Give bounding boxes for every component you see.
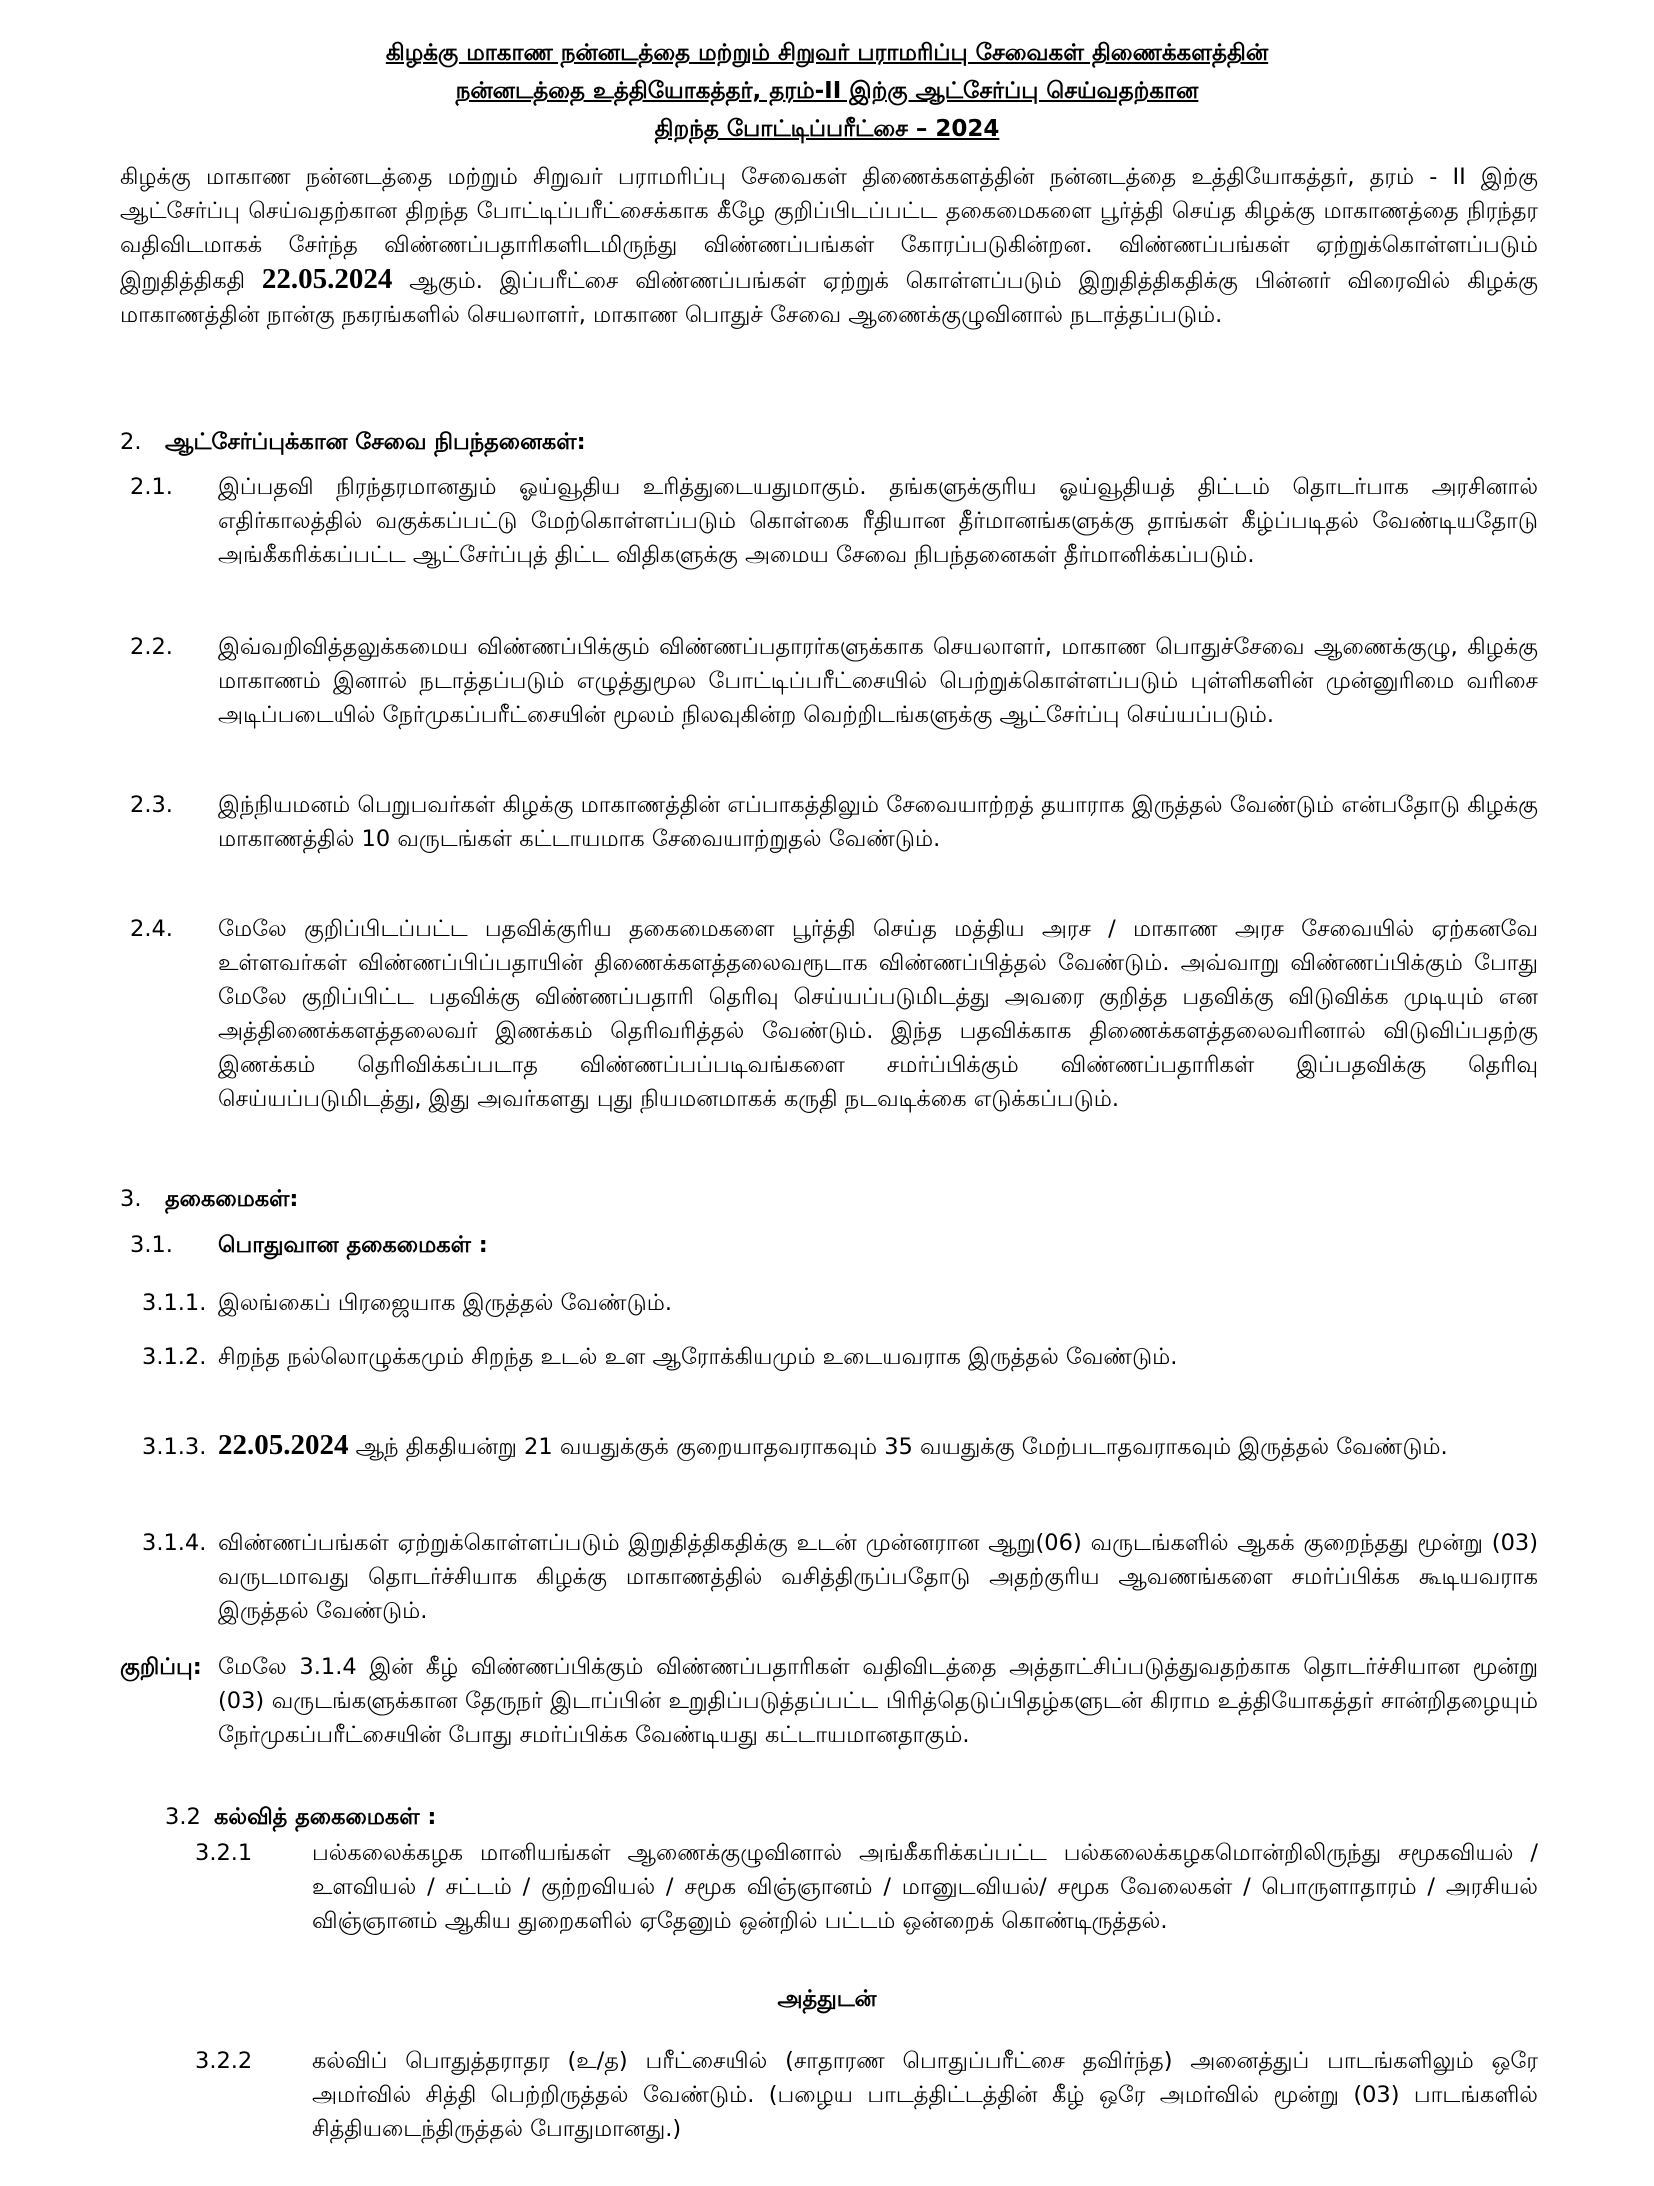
item-2-2-text: இவ்வறிவித்தலுக்கமைய விண்ணப்பிக்கும் விண்ணப்பதாரர்களுக்காக செயலாளர், மாகாண பொதுச்சேவை ஆணைக்குழு, கிழக்கு மாகாணம் இனால் நடாத்தப்படும் எழுத்துமூல போட்டிப்பரீட்சையில் பெற்றுக்கொள்ளப்படும் புள்ளிகளின் முன்னுரிமை வரிசை அடிப்படையில் நேர்முகப்பரீட்சையின் மூலம் நிலவுகின்ற வெற்றிடங்களுக்கு ஆட்சேர்ப்பு செய்யப்படும். <box>218 634 1538 728</box>
note-label: குறிப்பு: <box>120 1654 202 1680</box>
item-3-1-3-body: ஆந் திகதியன்று 21 வயதுக்குக் குறையாதவராகவும் 35 வயதுக்கு மேற்படாதவராகவும் இருத்தல் வேண்டும். <box>355 1434 1448 1460</box>
item-3-1-1-text: இலங்கைப் பிரஜையாக இருத்தல் வேண்டும். <box>218 1290 672 1316</box>
item-3-1-3-number: 3.1.3. <box>142 1434 207 1460</box>
item-2-3-text: இந்நியமனம் பெறுபவர்கள் கிழக்கு மாகாணத்தின் எப்பாகத்திலும் சேவையாற்றத் தயாராக இருத்தல் வேண்டும் என்பதோடு கிழக்கு மாகாணத்தில் 10 வருடங்கள் கட்டாயமாக சேவையாற்றுதல் வேண்டும். <box>218 792 1538 852</box>
sub-3-1-number: 3.1. <box>130 1232 173 1258</box>
conjunction-text: அத்துடன் <box>777 1986 877 2012</box>
item-2-4-number: 2.4. <box>130 916 173 942</box>
intro-closing-date: 22.05.2024 <box>261 263 393 295</box>
title-line-3: திறந்த போட்டிப்பரீட்சை – 2024 <box>654 116 1000 142</box>
intro-text-after: ஆகும். இப்பரீட்சை விண்ணப்பங்கள் ஏற்றுக் கொள்ளப்படும் இறுதித்திகதிக்கு பின்னர் விரைவில் கிழக்கு மாகாணத்தின் நான்கு நகரங்களில் செயலாளர், மாகாண பொதுச் சேவை ஆணைக்குழுவினால் நடாத்தப்படும். <box>120 268 1538 328</box>
item-3-1-2-number: 3.1.2. <box>142 1344 207 1370</box>
item-3-2-2-number: 3.2.2 <box>195 2048 253 2074</box>
item-2-1-number: 2.1. <box>130 474 173 500</box>
title-line-1: கிழக்கு மாகாண நன்னடத்தை மற்றும் சிறுவர் பராமரிப்பு சேவைகள் திணைக்களத்தின் <box>385 40 1269 66</box>
item-3-2-1-text: பல்கலைக்கழக மானியங்கள் ஆணைக்குழுவினால் அங்கீகரிக்கப்பட்ட பல்கலைக்கழகமொன்றிலிருந்து சமூகவியல் / உளவியல் / சட்டம் / குற்றவியல் / சமூக விஞ்ஞானம் / மானுடவியல்/ சமூக வேலைகள் / பொருளாதாரம் / அரசியல் விஞ்ஞானம் ஆகிய துறைகளில் ஏதேனும் ஒன்றில் பட்டம் ஒன்றைக் கொண்டிருத்தல். <box>312 1840 1538 1934</box>
sub-3-1-heading: பொதுவான தகைமைகள் : <box>218 1232 488 1258</box>
sub-3-2-number: 3.2 <box>165 1804 201 1830</box>
item-2-2-number: 2.2. <box>130 634 173 660</box>
age-reference-date: 22.05.2024 <box>218 1429 349 1461</box>
title-line-2: நன்னடத்தை உத்தியோகத்தர், தரம்-II இற்கு ஆட்சேர்ப்பு செய்வதற்கான <box>455 78 1199 104</box>
item-3-1-2-text: சிறந்த நல்லொழுக்கமும் சிறந்த உடல் உள ஆரோக்கியமும் உடையவராக இருத்தல் வேண்டும். <box>218 1344 1178 1370</box>
item-3-1-4-text: விண்ணப்பங்கள் ஏற்றுக்கொள்ளப்படும் இறுதித்திகதிக்கு உடன் முன்னரான ஆறு(06) வருடங்களில் ஆகக் குறைந்தது மூன்று (03) வருடமாவது தொடர்ச்சியாக கிழக்கு மாகாணத்தில் வசித்திருப்பதோடு அதற்குரிய ஆவணங்களை சமர்ப்பிக்க கூடியவராக இருத்தல் வேண்டும். <box>218 1530 1538 1624</box>
sub-3-2-heading: கல்வித் தகைமைகள் : <box>214 1804 437 1830</box>
item-3-1-1-number: 3.1.1. <box>142 1290 207 1316</box>
intro-paragraph <box>120 160 1538 332</box>
item-3-2-1-number: 3.2.1 <box>195 1840 253 1866</box>
note-text: மேலே 3.1.4 இன் கீழ் விண்ணப்பிக்கும் விண்ணப்பதாரிகள் வதிவிடத்தை அத்தாட்சிப்படுத்துவதற்காக தொடர்ச்சியான மூன்று (03) வருடங்களுக்கான தேருநர் இடாப்பின் உறுதிப்படுத்தப்பட்ட பிரித்தெடுப்பிதழ்களுடன் கிராம உத்தியோகத்தர் சான்றிதழையும் நேர்முகப்பரீட்சையின் போது சமர்ப்பிக்க வேண்டியது கட்டாயமானதாகும். <box>218 1654 1538 1748</box>
item-3-1-3-text <box>218 1428 1538 1464</box>
section-2-number: 2. <box>120 429 142 455</box>
intro-text-before: கிழக்கு மாகாண நன்னடத்தை மற்றும் சிறுவர் பராமரிப்பு சேவைகள் திணைக்களத்தின் நன்னடத்தை உத்தியோகத்தர், தரம் - II இற்கு ஆட்சேர்ப்பு செய்வதற்கான திறந்த போட்டிப்பரீட்சைக்காக கீழே குறிப்பிடப்பட்ட தகைமைகளை பூர்த்தி செய்த கிழக்கு மாகாணத்தை நிரந்தர வதிவிடமாகக் சேர்ந்த விண்ணப்பதாரிகளிடமிருந்து விண்ணப்பங்கள் கோரப்படுகின்றன. விண்ணப்பங்கள் ஏற்றுக்கொள்ளப்படும் இறுதித்திகதி <box>120 164 1538 294</box>
section-3-heading: தகைமைகள்: <box>165 1186 299 1212</box>
section-3-number: 3. <box>120 1186 142 1212</box>
section-2-heading: ஆட்சேர்ப்புக்கான சேவை நிபந்தனைகள்: <box>165 429 586 455</box>
item-2-1-text: இப்பதவி நிரந்தரமானதும் ஓய்வூதிய உரித்துடையதுமாகும். தங்களுக்குரிய ஓய்வூதியத் திட்டம் தொடர்பாக அரசினால் எதிர்காலத்தில் வகுக்கப்பட்டு மேற்கொள்ளப்படும் கொள்கை ரீதியான தீர்மானங்களுக்கு தாங்கள் கீழ்ப்படிதல் வேண்டியதோடு அங்கீகரிக்கப்பட்ட ஆட்சேர்ப்புத் திட்ட விதிகளுக்கு அமைய சேவை நிபந்தனைகள் தீர்மானிக்கப்படும். <box>218 474 1538 568</box>
item-2-3-number: 2.3. <box>130 792 173 818</box>
item-2-4-text: மேலே குறிப்பிடப்பட்ட பதவிக்குரிய தகைமைகளை பூர்த்தி செய்த மத்திய அரச / மாகாண அரச சேவையில் ஏற்கனவே உள்ளவர்கள் விண்ணப்பிப்பதாயின் திணைக்களத்தலைவரூடாக விண்ணப்பித்தல் வேண்டும். அவ்வாறு விண்ணப்பிக்கும் போது மேலே குறிப்பிட்ட பதவிக்கு விண்ணப்பதாரி தெரிவு செய்யப்படுமிடத்து அவரை குறித்த பதவிக்கு விடுவிக்க முடியும் என அத்திணைக்களத்தலைவர் இணக்கம் தெரிவரித்தல் வேண்டும். இந்த பதவிக்காக திணைக்களத்தலைவரினால் விடுவிப்பதற்கு இணக்கம் தெரிவிக்கப்படாத விண்ணப்பப்படிவங்களை சமர்ப்பிக்கும் விண்ணப்பதாரிகள் இப்பதவிக்கு தெரிவு செய்யப்படுமிடத்து, இது அவர்களது புது நியமனமாகக் கருதி நடவடிக்கை எடுக்கப்படும். <box>218 916 1538 1112</box>
item-3-1-4-number: 3.1.4. <box>142 1530 207 1556</box>
item-3-2-2-text: கல்விப் பொதுத்தராதர (உ/த) பரீட்சையில் (சாதாரண பொதுப்பரீட்சை தவிர்ந்த) அனைத்துப் பாடங்களிலும் ஒரே அமர்வில் சித்தி பெற்றிருத்தல் வேண்டும். (பழைய பாடத்திட்டத்தின் கீழ் ஒரே அமர்வில் மூன்று (03) பாடங்களில் சித்தியடைந்திருத்தல் போதுமானது.) <box>312 2048 1538 2142</box>
